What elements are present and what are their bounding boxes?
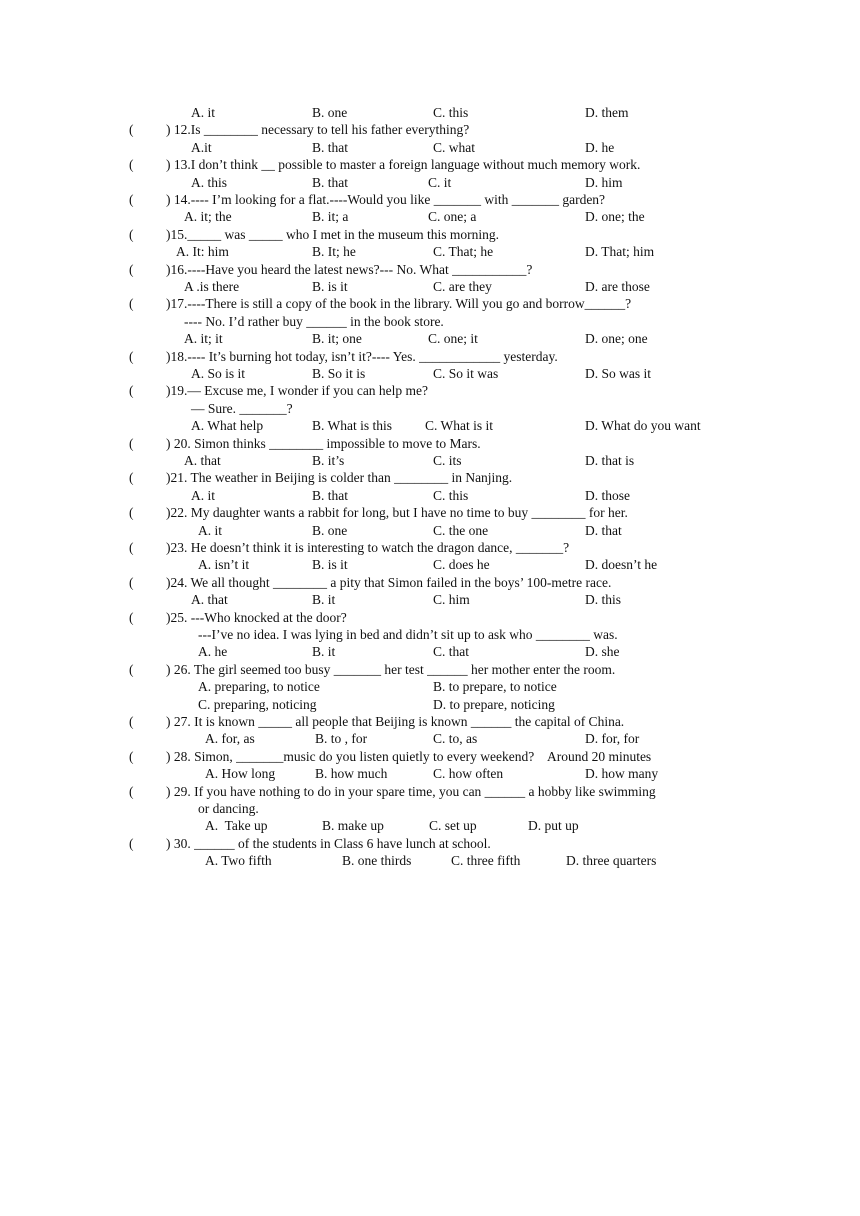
question-text: )19.— Excuse me, I wonder if you can help me? [166,383,429,399]
question-line [0,314,860,331]
answer-bracket: ( [129,383,134,399]
answer-option: C. What is it [425,418,494,434]
answer-option: C. That; he [433,244,494,260]
question-text: )22. My daughter wants a rabbit for long, but I have no time to buy ________ for her. [166,505,628,521]
answer-bracket: ( [129,157,134,173]
answer-option: D. those [585,487,630,503]
answer-options-row [0,331,860,348]
answer-option: A. that [191,592,228,608]
answer-bracket: ( [129,661,134,677]
answer-bracket: ( [129,261,134,277]
answer-options-row [0,679,860,696]
answer-option: B. What is this [312,418,393,434]
answer-option: A. Two fifth [205,853,272,869]
question-line [0,157,860,174]
answer-bracket: ( [129,748,134,764]
answer-option: D. That; him [585,244,655,260]
answer-option: C. one; it [428,331,478,347]
answer-option: C. its [433,453,462,468]
answer-option: D. three quarters [566,853,657,869]
question-text: )25. ---Who knocked at the door? [166,609,347,625]
answer-option: B. that [312,139,348,155]
answer-option: B. to , for [315,731,368,747]
answer-option: C. So it was [433,366,499,381]
answer-option: C. one; a [428,209,477,225]
question-text: )16.----Have you heard the latest news?--- No. What ___________? [166,261,533,277]
answer-option: A. this [191,174,228,190]
answer-option: C. that [433,644,469,660]
answer-option: D. for, for [585,731,640,747]
answer-option: C. are they [433,279,492,294]
question-line [0,540,860,557]
question-line [0,192,860,209]
answer-bracket: ( [129,783,134,799]
answer-bracket: ( [129,609,134,625]
answer-option: B. one [312,105,348,120]
answer-bracket: ( [129,226,134,242]
answer-options-row [0,592,860,609]
answer-option: D. he [585,139,615,155]
answer-option: C. how often [433,766,504,782]
answer-option: C. three fifth [451,853,521,869]
answer-option: A. It: him [176,244,229,260]
question-text: )18.---- It’s burning hot today, isn’t it?---- Yes. ____________ yesterday. [166,348,558,364]
answer-bracket: ( [129,470,134,486]
answer-options-row [0,766,860,783]
question-line [0,401,860,418]
question-text: )21. The weather in Beijing is colder than ________ in Nanjing. [166,470,513,486]
answer-options-row [0,418,860,435]
question-text: )23. He doesn’t think it is interesting to watch the dragon dance, _______? [166,540,570,555]
answer-option: D. one; the [585,209,645,225]
answer-options-row [0,557,860,574]
answer-bracket: ( [129,192,134,207]
question-line [0,436,860,453]
answer-option: A. it; the [184,209,232,225]
answer-option: A. preparing, to notice [198,679,320,695]
answer-bracket: ( [129,296,134,312]
question-line [0,801,860,818]
answer-option: A. that [184,453,221,468]
question-line [0,714,860,731]
answer-options-row [0,244,860,261]
answer-option: D. What do you want [585,418,701,434]
answer-option: A. he [198,644,228,660]
answer-option: A. it [191,105,216,120]
question-text: ) 14.---- I’m looking for a flat.----Would you like _______ with _______ garden? [166,192,606,207]
answer-options-row [0,453,860,470]
answer-option: B. that [312,174,348,190]
answer-option: A.it [191,139,212,155]
question-line [0,122,860,139]
answer-bracket: ( [129,505,134,521]
answer-option: D. she [585,644,620,660]
answer-options-row [0,366,860,383]
answer-option: D. how many [585,766,659,782]
question-text: ---- No. I’d rather buy ______ in the book store. [184,313,444,329]
question-text: )17.----There is still a copy of the book in the library. Will you go and borrow______? [166,296,632,312]
answer-option: A. it; it [184,331,223,347]
question-line [0,749,860,766]
answer-bracket: ( [129,835,134,851]
question-line [0,784,860,801]
question-line [0,575,860,592]
answer-bracket: ( [129,714,134,729]
question-line [0,296,860,313]
question-line [0,262,860,279]
question-text: ) 28. Simon, _______music do you listen quietly to every weekend? Around 20 minutes [166,748,652,764]
question-text: — Sure. _______? [191,400,293,416]
question-line [0,227,860,244]
answer-option: B. it; one [312,331,362,347]
answer-bracket: ( [129,435,134,451]
answer-option: C. does he [433,557,490,573]
answer-option: A. How long [205,766,276,782]
answer-option: C. preparing, noticing [198,696,317,712]
question-line [0,836,860,853]
answer-option: A. So is it [191,366,246,381]
answer-option: C. this [433,105,469,120]
answer-option: B. that [312,487,348,503]
answer-option: B. it’s [312,453,345,468]
answer-option: C. it [428,174,452,190]
answer-option: B. it [312,644,336,660]
question-text: ) 26. The girl seemed too busy _______ her test ______ her mother enter the room. [166,661,616,677]
question-text: ) 30. ______ of the students in Class 6 have lunch at school. [166,835,491,851]
answer-options-row [0,523,860,540]
question-text: ) 27. It is known _____ all people that Beijing is known ______ the capital of China. [166,714,625,729]
answer-option: B. is it [312,279,348,294]
answer-option: A. What help [191,418,264,434]
answer-option: C. the one [433,522,489,538]
question-text: )15._____ was _____ who I met in the museum this morning. [166,226,499,242]
answer-option: B. one thirds [342,853,412,869]
answer-option: C. set up [429,818,477,834]
question-text: ) 20. Simon thinks ________ impossible to move to Mars. [166,435,481,451]
answer-bracket: ( [129,348,134,364]
question-line [0,349,860,366]
answer-option: B. it [312,592,336,608]
answer-option: A. isn’t it [198,557,250,573]
answer-option: C. to, as [433,731,478,747]
question-text: or dancing. [198,801,259,816]
answer-option: D. one; one [585,331,648,347]
answer-option: D. them [585,105,629,120]
answer-option: A .is there [184,279,240,294]
answer-option: D. this [585,592,622,608]
answer-option: B. make up [322,818,384,834]
answer-options-row [0,175,860,192]
answer-option: C. what [433,139,475,155]
answer-option: B. So it is [312,366,366,381]
question-line [0,470,860,487]
question-text: )24. We all thought ________ a pity that Simon failed in the boys’ 100-metre race. [166,574,612,590]
question-text: ) 29. If you have nothing to do in your spare time, you can ______ a hobby like swimming [166,783,656,799]
answer-option: C. him [433,592,470,608]
answer-options-row [0,731,860,748]
answer-bracket: ( [129,122,134,138]
answer-options-row [0,697,860,714]
answer-option: D. that [585,522,622,538]
answer-option: D. are those [585,279,650,294]
answer-options-row [0,488,860,505]
answer-options-row [0,279,860,296]
answer-options-row [0,209,860,226]
answer-bracket: ( [129,574,134,590]
answer-option: D. put up [528,818,579,834]
answer-option: B. how much [315,766,388,782]
question-text: ---I’ve no idea. I was lying in bed and didn’t sit up to ask who ________ was. [198,627,618,642]
question-line [0,610,860,627]
answer-option: D. So was it [585,366,652,381]
answer-option: B. one [312,522,348,538]
answer-bracket: ( [129,540,134,555]
question-text: ) 13.I don’t think __ possible to master a foreign language without much memory work. [166,157,641,173]
question-line [0,505,860,522]
answer-option: A. it [191,487,216,503]
question-line [0,662,860,679]
question-line [0,383,860,400]
answer-options-row [0,818,860,835]
answer-options-row [0,140,860,157]
answer-options-row [0,644,860,661]
answer-option: A. it [198,522,223,538]
answer-option: B. it; a [312,209,349,225]
question-text: ) 12.Is ________ necessary to tell his father everything? [166,122,470,138]
answer-option: D. him [585,174,623,190]
answer-option: C. this [433,487,469,503]
answer-options-row [0,853,860,870]
answer-option: A. Take up [205,818,268,834]
answer-options-row [0,105,860,122]
question-line [0,627,860,644]
answer-option: D. that is [585,453,635,468]
answer-option: D. to prepare, noticing [433,696,555,712]
answer-option: D. doesn’t he [585,557,658,573]
answer-option: B. It; he [312,244,356,260]
answer-option: B. is it [312,557,348,573]
answer-option: A. for, as [205,731,255,747]
answer-option: B. to prepare, to notice [433,679,557,695]
